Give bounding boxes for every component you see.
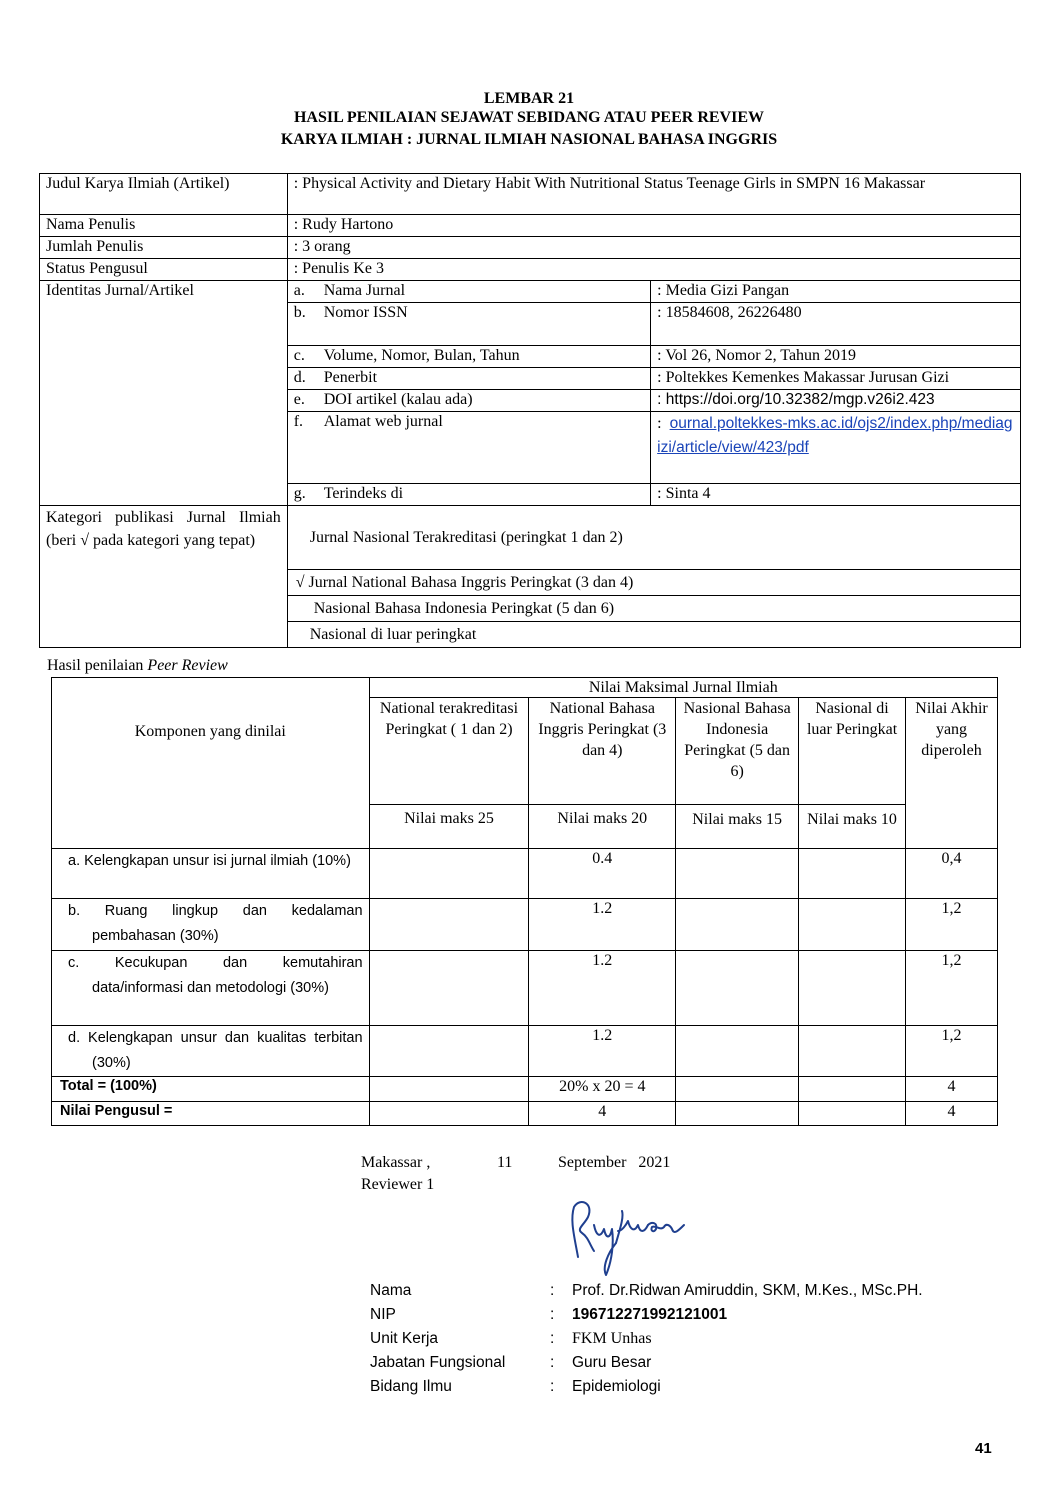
field-value: FKM Unhas [572, 1330, 652, 1347]
akhir-a: 0,4 [906, 849, 998, 899]
identity-table [39, 173, 1021, 648]
component-row-c: c. Kecukupan dan kemutahiran data/informasi dan metodologi (30%) [52, 951, 370, 1026]
field-colon: : [550, 1354, 555, 1371]
review-caption-text: Hasil penilaian [47, 657, 148, 674]
field-colon: : [550, 1282, 555, 1299]
journal-item-a [287, 281, 650, 303]
journal-item-c [287, 346, 650, 368]
review-table [51, 677, 998, 1126]
score-d: 1.2 [529, 1026, 676, 1077]
journal-value-e: : https://doi.org/10.32382/mgp.v26i2.423 [651, 390, 1021, 412]
doc-title-line2: HASIL PENILAIAN SEJAWAT SEBIDANG ATAU PEER REVIEW [293, 109, 765, 126]
signature-place: Makassar , [361, 1154, 431, 1171]
kategori-option-2: √ Jurnal National Bahasa Inggris Peringkat (3 dan 4) [287, 570, 1020, 596]
item-letter: e. [293, 391, 305, 408]
total-score: 20% x 20 = 4 [529, 1077, 676, 1102]
empty-cell [369, 1077, 529, 1102]
max-indonesia: Nilai maks 15 [676, 805, 799, 849]
journal-item-b [287, 303, 650, 346]
field-key: Nama [370, 1282, 412, 1299]
field-key: Unit Kerja [370, 1330, 439, 1347]
akhir-c: 1,2 [906, 951, 998, 1026]
component-row-b: b. Ruang lingkup dan kedalaman pembahasan (30%) [52, 899, 370, 951]
doc-title-line3: KARYA ILMIAH : JURNAL ILMIAH NASIONAL BAHASA INGGRIS [280, 131, 778, 148]
kategori-option-1: Jurnal Nasional Terakreditasi (peringkat 1 dan 2) [287, 506, 1020, 570]
pengusul-score: 4 [529, 1102, 676, 1126]
journal-web-link[interactable]: ournal.poltekkes-mks.ac.id/ojs2/index.php/mediagizi/article/view/423/pdf [657, 415, 1013, 456]
akhir-d: 1,2 [906, 1026, 998, 1077]
col-header-inggris: National Bahasa Inggris Peringkat (3 dan 4) [529, 698, 676, 805]
jumlah-label: Jumlah Penulis [40, 237, 288, 259]
field-colon: : [550, 1378, 555, 1395]
item-label: Nama Jurnal [323, 282, 406, 299]
sig-field-jabatan [370, 1354, 970, 1376]
component-row-a: a. Kelengkapan unsur isi jurnal ilmiah (10%) [52, 849, 370, 899]
nilai-maks-header: Nilai Maksimal Jurnal Ilmiah [369, 678, 997, 698]
empty-cell [369, 1102, 529, 1126]
field-key: NIP [370, 1306, 396, 1323]
field-value: Prof. Dr.Ridwan Amiruddin, SKM, M.Kes., MSc.PH. [572, 1282, 923, 1299]
judul-value: : Physical Activity and Dietary Habit With Nutritional Status Teenage Girls in SMPN 16 Makassar [287, 174, 1020, 215]
empty-cell [676, 951, 799, 1026]
sig-field-nama [370, 1282, 970, 1304]
empty-cell [676, 899, 799, 951]
page-number: 41 [975, 1440, 992, 1457]
jumlah-value: : 3 orang [287, 237, 1020, 259]
handwritten-signature-icon [560, 1195, 695, 1280]
item-letter: g. [293, 485, 306, 502]
field-value: Epidemiologi [572, 1378, 661, 1395]
signature-reviewer: Reviewer 1 [361, 1176, 435, 1193]
pengusul-akhir: 4 [906, 1102, 998, 1126]
empty-cell [799, 1077, 906, 1102]
max-terakreditasi: Nilai maks 25 [369, 805, 529, 849]
field-value: 196712271992121001 [572, 1306, 728, 1323]
journal-value-b: : 18584608, 26226480 [651, 303, 1021, 346]
status-value: : Penulis Ke 3 [287, 259, 1020, 281]
empty-cell [369, 1026, 529, 1077]
field-value: Guru Besar [572, 1354, 652, 1371]
total-label: Total = (100%) [52, 1077, 370, 1102]
komponen-header: Komponen yang dinilai [52, 678, 370, 849]
identitas-label: Identitas Jurnal/Artikel [40, 281, 288, 506]
signature-day: 11 [497, 1154, 513, 1171]
item-label: DOI artikel (kalau ada) [323, 391, 473, 408]
item-label: Nomor ISSN [323, 304, 408, 321]
empty-cell [799, 849, 906, 899]
journal-item-e [287, 390, 650, 412]
journal-value-d: : Poltekkes Kemenkes Makassar Jurusan Gizi [651, 368, 1021, 390]
status-label: Status Pengusul [40, 259, 288, 281]
empty-cell [799, 951, 906, 1026]
col-header-akhir: Nilai Akhir yang diperoleh [906, 698, 998, 849]
item-letter: d. [293, 369, 306, 386]
journal-value-g: : Sinta 4 [651, 484, 1021, 506]
sig-field-bidang [370, 1378, 970, 1400]
item-label: Penerbit [323, 369, 378, 386]
empty-cell [676, 1026, 799, 1077]
item-letter: b. [293, 304, 306, 321]
journal-item-d [287, 368, 650, 390]
item-letter: f. [293, 413, 304, 430]
field-colon: : [550, 1306, 555, 1323]
item-label: Alamat web jurnal [323, 413, 443, 430]
item-label: Volume, Nomor, Bulan, Tahun [323, 347, 520, 364]
judul-label: Judul Karya Ilmiah (Artikel) [40, 174, 288, 215]
score-a: 0.4 [529, 849, 676, 899]
max-luar: Nilai maks 10 [799, 805, 906, 849]
empty-cell [676, 849, 799, 899]
journal-value-a: : Media Gizi Pangan [651, 281, 1021, 303]
score-b: 1.2 [529, 899, 676, 951]
pengusul-label: Nilai Pengusul = [52, 1102, 370, 1126]
empty-cell [369, 951, 529, 1026]
colon: : [657, 415, 662, 432]
sig-field-unit [370, 1330, 970, 1352]
field-colon: : [550, 1330, 555, 1347]
field-key: Bidang Ilmu [370, 1378, 452, 1395]
item-letter: a. [293, 282, 305, 299]
akhir-b: 1,2 [906, 899, 998, 951]
max-inggris: Nilai maks 20 [529, 805, 676, 849]
empty-cell [676, 1077, 799, 1102]
journal-value-c: : Vol 26, Nomor 2, Tahun 2019 [651, 346, 1021, 368]
signature-month-year: September 2021 [558, 1154, 671, 1171]
empty-cell [799, 1102, 906, 1126]
kategori-option-3: Nasional Bahasa Indonesia Peringkat (5 dan 6) [287, 596, 1020, 622]
penulis-label: Nama Penulis [40, 215, 288, 237]
review-caption [47, 657, 228, 675]
journal-value-f [651, 412, 1021, 484]
empty-cell [369, 899, 529, 951]
score-c: 1.2 [529, 951, 676, 1026]
col-header-luar: Nasional di luar Peringkat [799, 698, 906, 805]
sig-field-nip [370, 1306, 970, 1328]
total-akhir: 4 [906, 1077, 998, 1102]
penulis-value: : Rudy Hartono [287, 215, 1020, 237]
review-caption-italic: Peer Review [147, 657, 228, 674]
empty-cell [799, 899, 906, 951]
doc-title-line1: LEMBAR 21 [483, 90, 575, 107]
component-row-d: d. Kelengkapan unsur dan kualitas terbitan (30%) [52, 1026, 370, 1077]
empty-cell [799, 1026, 906, 1077]
empty-cell [676, 1102, 799, 1126]
col-header-terakreditasi: National terakreditasi Peringkat ( 1 dan 2) [369, 698, 529, 805]
kategori-option-4: Nasional di luar peringkat [287, 622, 1020, 648]
item-label: Terindeks di [323, 485, 404, 502]
col-header-indonesia: Nasional Bahasa Indonesia Peringkat (5 dan 6) [676, 698, 799, 805]
kategori-label: Kategori publikasi Jurnal Ilmiah (beri √ pada kategori yang tepat) [40, 506, 288, 648]
journal-item-g [287, 484, 650, 506]
journal-item-f [287, 412, 650, 484]
field-key: Jabatan Fungsional [370, 1354, 506, 1371]
empty-cell [369, 849, 529, 899]
item-letter: c. [293, 347, 305, 364]
